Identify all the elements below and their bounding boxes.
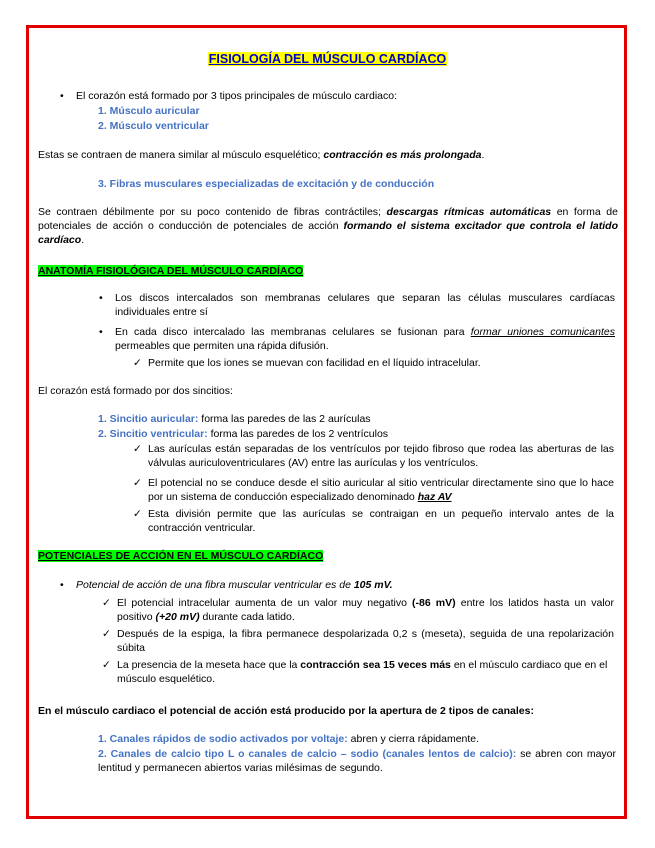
potential-check-1: ✓ El potencial intracelular aumenta de un valor muy negativo (-86 mV) entre los latidos hasta un valor positivo (+20 mV) durante cada latido.: [102, 597, 614, 623]
page-title: FISIOLOGÍA DEL MÚSCULO CARDÍACO: [208, 52, 447, 66]
list-item-muscle-auricular: 1. Músculo auricular: [98, 105, 200, 117]
sincitio-check-2: ✓ El potencial no se conduce desde el sitio auricular al sitio ventricular directamente sino que lo hace por un sistema de conducción especializado denominado haz AV: [133, 477, 614, 503]
sincitios-intro: El corazón está formado por dos sincitios:: [38, 385, 233, 397]
check-icon: ✓: [102, 659, 111, 671]
sincitio-ventricular: 2. Sincitio ventricular: forma las paredes de los 2 ventrículos: [98, 428, 389, 440]
potential-bullet: • Potencial de acción de una fibra muscular ventricular es de 105 mV.: [76, 578, 596, 592]
potential-check-3: ✓ La presencia de la meseta hace que la contracción sea 15 veces más en el músculo cardiaco que en el músculo esquelético.: [102, 659, 608, 685]
list-item-fibers: 3. Fibras musculares especializadas de excitación y de conducción: [98, 178, 435, 190]
intro-bullet: [76, 89, 596, 103]
potential-check-2: ✓ Después de la espiga, la fibra permanece despolarizada 0,2 s (meseta), seguida de una repolarización súbita: [102, 628, 614, 654]
channel-calcium: 2. Canales de calcio tipo L o canales de calcio – sodio (canales lentos de calcio): se abren con mayor lentitud y permanecen abiertos varias milésimas de segundo.: [98, 748, 616, 774]
anatomy-bullet-2: • En cada disco intercalado las membranas celulares se fusionan para formar uniones comunicantes permeables que permiten una rápida difusión.: [115, 325, 615, 353]
anatomy-bullet-1: • Los discos intercalados son membranas celulares que separan las células musculares cardíacas individuales entre sí: [115, 291, 615, 319]
channels-intro: En el músculo cardiaco el potencial de acción está producido por la apertura de 2 tipos de canales:: [38, 705, 534, 717]
list-item-muscle-ventricular: 2. Músculo ventricular: [98, 120, 209, 132]
check-icon: ✓: [133, 357, 142, 369]
channel-sodium: 1. Canales rápidos de sodio activados por voltaje: abren y cierra rápidamente.: [98, 733, 480, 745]
sincitio-check-3: ✓ Esta división permite que las aurículas se contraigan en un pequeño intervalo antes de la contracción ventricular.: [133, 508, 614, 534]
check-icon: ✓: [102, 597, 111, 609]
anatomy-check-1: ✓ Permite que los iones se muevan con facilidad en el líquido intracelular.: [133, 357, 481, 369]
check-icon: ✓: [102, 628, 111, 640]
check-icon: ✓: [133, 508, 142, 520]
section-heading-potentials: POTENCIALES DE ACCIÓN EN EL MÚSCULO CARDÍACO: [38, 550, 324, 562]
fibers-paragraph: Se contraen débilmente por su poco contenido de fibras contráctiles; descargas rítmicas automáticas en forma de potenciales de acción o conducción de potenciales de acción formando el sistema excitador que controla el latido cardíaco.: [38, 206, 618, 246]
sincitio-auricular: 1. Sincitio auricular: forma las paredes de las 2 aurículas: [98, 413, 371, 425]
contraction-paragraph: Estas se contraen de manera similar al músculo esquelético; contracción es más prolongada.: [38, 149, 485, 161]
section-heading-anatomy: ANATOMÍA FISIOLÓGICA DEL MÚSCULO CARDÍACO: [38, 265, 304, 277]
intro-bullet-text: El corazón está formado por 3 tipos principales de músculo cardiaco:: [76, 90, 397, 102]
sincitio-check-1: ✓ Las aurículas están separadas de los ventrículos por tejido fibroso que rodea las aberturas de las válvulas auriculoventriculares (AV) entre las aurículas y los ventrículos.: [133, 443, 614, 469]
check-icon: ✓: [133, 477, 142, 489]
check-icon: ✓: [133, 443, 142, 455]
